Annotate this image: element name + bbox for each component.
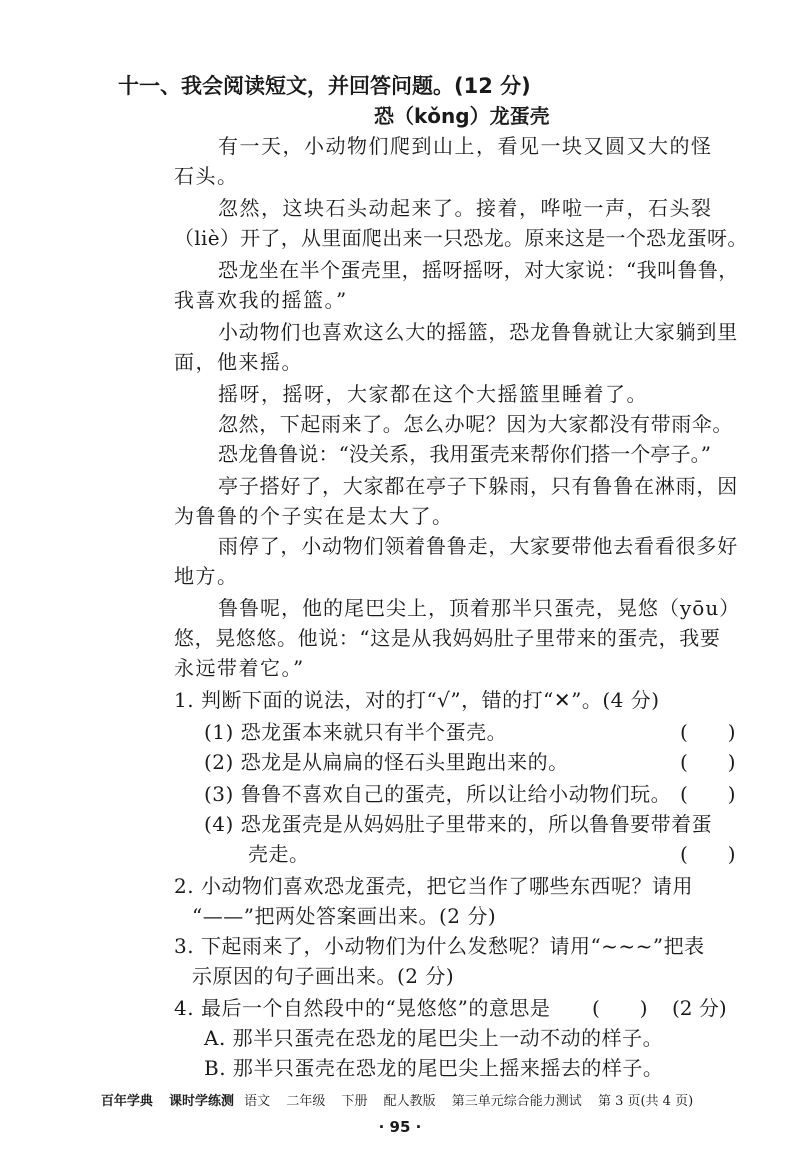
answer-blank: ( ) — [592, 996, 648, 1020]
story-title: 恐（kǒng）龙蛋壳 — [374, 104, 550, 128]
page-number: · 95 · — [378, 1118, 422, 1136]
question-3-cont: 示原因的句子画出来。(2 分) — [192, 964, 455, 988]
story-line: 悠，晃悠悠。他说：“这是从我妈妈肚子里带来的蛋壳，我要 — [174, 626, 721, 650]
option-a: A. 那半只蛋壳在恐龙的尾巴尖上一动不动的样子。 — [204, 1026, 664, 1050]
footer-subject: 语文 — [244, 1094, 271, 1109]
question-2-cont: “——”把两处答案画出来。(2 分) — [192, 904, 497, 928]
question-4-score: (2 分) — [672, 996, 727, 1020]
option-b: B. 那半只蛋壳在恐龙的尾巴尖上摇来摇去的样子。 — [204, 1056, 664, 1080]
footer-page-info: 第 3 页(共 4 页) — [597, 1094, 694, 1109]
q1-item-1: (1) 恐龙蛋本来就只有半个蛋壳。 — [204, 720, 508, 744]
story-line: 为鲁鲁的个子实在是太大了。 — [174, 504, 454, 528]
answer-blank: ( ) — [680, 782, 736, 806]
question-3: 3. 下起雨来了，小动物们为什么发愁呢？请用“~~~”把表 — [174, 934, 705, 958]
question-1: 1. 判断下面的说法，对的打“√”，错的打“✕”。(4 分) — [174, 688, 660, 712]
question-4: 4. 最后一个自然段中的“晃悠悠”的意思是 — [174, 996, 551, 1020]
story-line: 地方。 — [174, 564, 239, 588]
footer-series: 课时学练测 — [169, 1094, 235, 1109]
question-2: 2. 小动物们喜欢恐龙蛋壳，把它当作了哪些东西呢？请用 — [174, 874, 693, 898]
story-line: 有一天，小动物们爬到山上，看见一块又圆又大的怪 — [218, 134, 713, 158]
story-line: 鲁鲁呢，他的尾巴尖上，顶着那半只蛋壳，晃悠（yōu） — [218, 596, 741, 620]
footer-brand: 百年学典 — [100, 1094, 153, 1109]
story-line: 恐龙坐在半个蛋壳里，摇呀摇呀，对大家说：“我叫鲁鲁， — [218, 258, 739, 282]
story-line: 我喜欢我的摇篮。” — [174, 288, 348, 312]
story-line: 小动物们也喜欢这么大的摇篮，恐龙鲁鲁就让大家躺到里 — [218, 320, 738, 344]
story-line: 忽然，这块石头动起来了。接着，哗啦一声，石头裂 — [218, 196, 713, 220]
story-line: （liè）开了，从里面爬出来一只恐龙。原来这是一个恐龙蛋呀。 — [174, 226, 748, 250]
answer-blank: ( ) — [680, 842, 736, 866]
footer-grade: 二年级 — [286, 1094, 326, 1109]
section-heading: 十一、我会阅读短文，并回答问题。(12 分) — [118, 74, 531, 98]
footer-volume: 下册 — [341, 1094, 368, 1109]
page-footer — [0, 1090, 800, 1109]
story-line: 忽然，下起雨来了。怎么办呢？因为大家都没有带雨伞。 — [218, 412, 733, 436]
story-line: 雨停了，小动物们领着鲁鲁走，大家要带他去看看很多好 — [218, 534, 738, 558]
q1-item-2: (2) 恐龙是从扁扁的怪石头里跑出来的。 — [204, 750, 569, 774]
answer-blank: ( ) — [680, 720, 736, 744]
story-line: 恐龙鲁鲁说：“没关系，我用蛋壳来帮你们搭一个亭子。” — [218, 442, 712, 466]
story-line: 石头。 — [174, 164, 239, 188]
story-line: 亭子搭好了，大家都在亭子下躲雨，只有鲁鲁在淋雨，因 — [218, 474, 738, 498]
q1-item-3: (3) 鲁鲁不喜欢自己的蛋壳，所以让给小动物们玩。 — [204, 782, 672, 806]
story-line: 永远带着它。” — [174, 656, 305, 680]
answer-blank: ( ) — [680, 750, 736, 774]
footer-edition: 配人教版 — [383, 1094, 436, 1109]
q1-item-4-cont: 壳走。 — [248, 842, 310, 866]
story-line: 面，他来摇。 — [174, 350, 303, 374]
story-line: 摇呀，摇呀，大家都在这个大摇篮里睡着了。 — [218, 382, 648, 406]
q1-item-4: (4) 恐龙蛋壳是从妈妈肚子里带来的，所以鲁鲁要带着蛋 — [204, 812, 713, 836]
footer-test: 第三单元综合能力测试 — [451, 1094, 582, 1109]
